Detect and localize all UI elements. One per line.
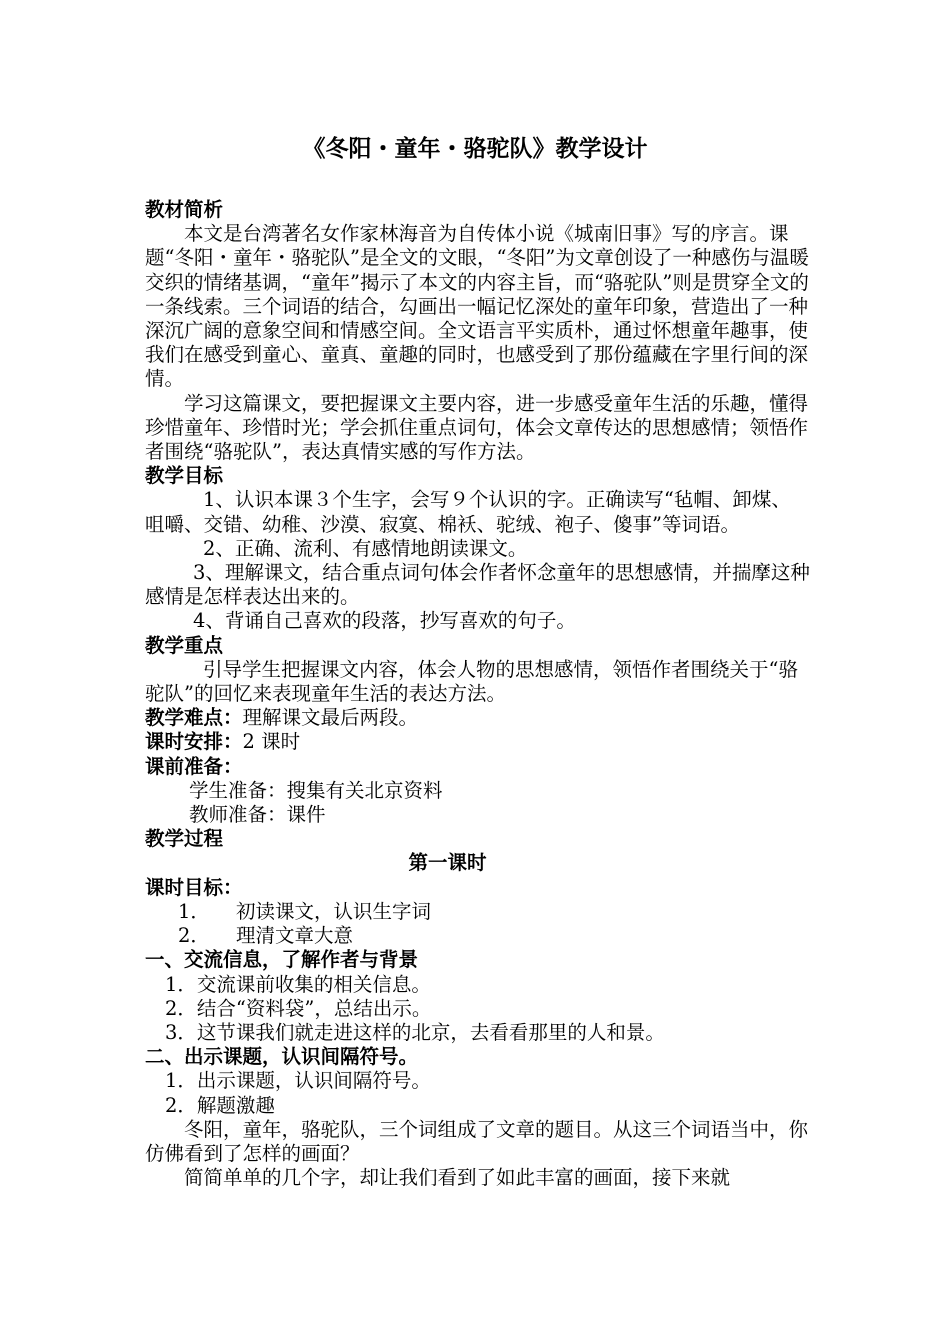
lesson-goal-item (145, 900, 810, 924)
lesson-goal-number: 1． (178, 899, 210, 923)
lesson-goal-item (145, 924, 810, 948)
difficulty-label: 教学难点： (145, 706, 243, 730)
prep-heading: 课前准备： (145, 754, 243, 778)
analysis-paragraph-1: 本文是台湾著名女作家林海音为自传体小说《城南旧事》写的序言。课题“冬阳・童年・骆驼队”是全文的文眼，“冬阳”为文章创设了一种感伤与温暖交织的情绪基调，“童年”揭示了本文的内容主旨，而“骆驼队”则是贯穿全文的一条线索。三个词语的结合，勾画出一幅记忆深处的童年印象，营造出了一种深沉广阔的意象空间和情感空间。全文语言平实质朴，通过怀想童年趣事，使我们在感受到童心、童真、童趣的同时，也感受到了那份蕴藏在字里行间的深情。 (145, 222, 809, 391)
document-title: 《冬阳・童年・骆驼队》教学设计 (302, 136, 648, 162)
prep-student: 学生准备：搜集有关北京资料 (189, 778, 443, 802)
focus-heading: 教学重点 (145, 633, 224, 657)
process-heading: 教学过程 (145, 827, 224, 851)
difficulty-text: 理解课文最后两段。 (242, 706, 419, 730)
goal-item-3: 3、理解课文，结合重点词句体会作者怀念童年的思想感情，并揣摩这种感情是怎样表达出来的。 (145, 561, 810, 609)
step1-item: 2．结合“资料袋”，总结出示。 (165, 996, 432, 1020)
schedule-text: 2 课时 (242, 730, 301, 754)
step2-paragraph-1: 冬阳，童年，骆驼队，三个词组成了文章的题目。从这三个词语当中，你仿佛看到了怎样的画面？ (145, 1117, 809, 1165)
analysis-paragraph-2: 学习这篇课文，要把握课文主要内容，进一步感受童年生活的乐趣，懂得珍惜童年、珍惜时光；学会抓住重点词句，体会文章传达的思想感情；领悟作者围绕“骆驼队”，表达真情实感的写作方法。 (145, 391, 809, 464)
step2-item: 2．解题激趣 (165, 1093, 275, 1117)
lesson-goals-heading: 课时目标： (145, 875, 243, 899)
step2-heading: 二、出示课题，认识间隔符号。 (145, 1045, 419, 1069)
goals-heading: 教学目标 (145, 464, 224, 488)
focus-text: 引导学生把握课文内容，体会人物的思想感情，领悟作者围绕关于“骆驼队”的回忆来表现童年生活的表达方法。 (145, 657, 798, 706)
schedule-line (145, 730, 810, 754)
difficulty-line (145, 706, 810, 730)
lesson-goal-number: 2． (178, 924, 210, 948)
lesson-goal-text: 理清文章大意 (236, 924, 354, 948)
goal-item-2: 2、正确、流利、有感情地朗读课文。 (203, 536, 528, 560)
step1-item: 3．这节课我们就走进这样的北京，去看看那里的人和景。 (165, 1020, 665, 1044)
step1-heading: 一、交流信息，了解作者与背景 (145, 948, 419, 972)
goal-item-4: 4、背诵自己喜欢的段落，抄写喜欢的句子。 (193, 609, 576, 633)
prep-teacher: 教师准备：课件 (189, 803, 326, 827)
analysis-heading: 教材简析 (145, 198, 224, 221)
lesson-title: 第一课时 (408, 851, 487, 875)
document-body (145, 198, 810, 1190)
schedule-label: 课时安排： (145, 730, 243, 754)
step1-item: 1．交流课前收集的相关信息。 (165, 972, 431, 996)
step2-paragraph-2: 简简单单的几个字，却让我们看到了如此丰富的画面，接下来就 (184, 1166, 731, 1190)
goal-item-1: 1、认识本课３个生字，会写９个认识的字。正确读写“毡帽、卸煤、咀嚼、交错、幼稚、沙漠、寂寞、棉袄、驼绒、袍子、傻事”等词语。 (145, 488, 791, 536)
step2-item: 1．出示课题，认识间隔符号。 (165, 1069, 431, 1093)
lesson-goal-text: 初读课文，认识生字词 (236, 899, 432, 923)
